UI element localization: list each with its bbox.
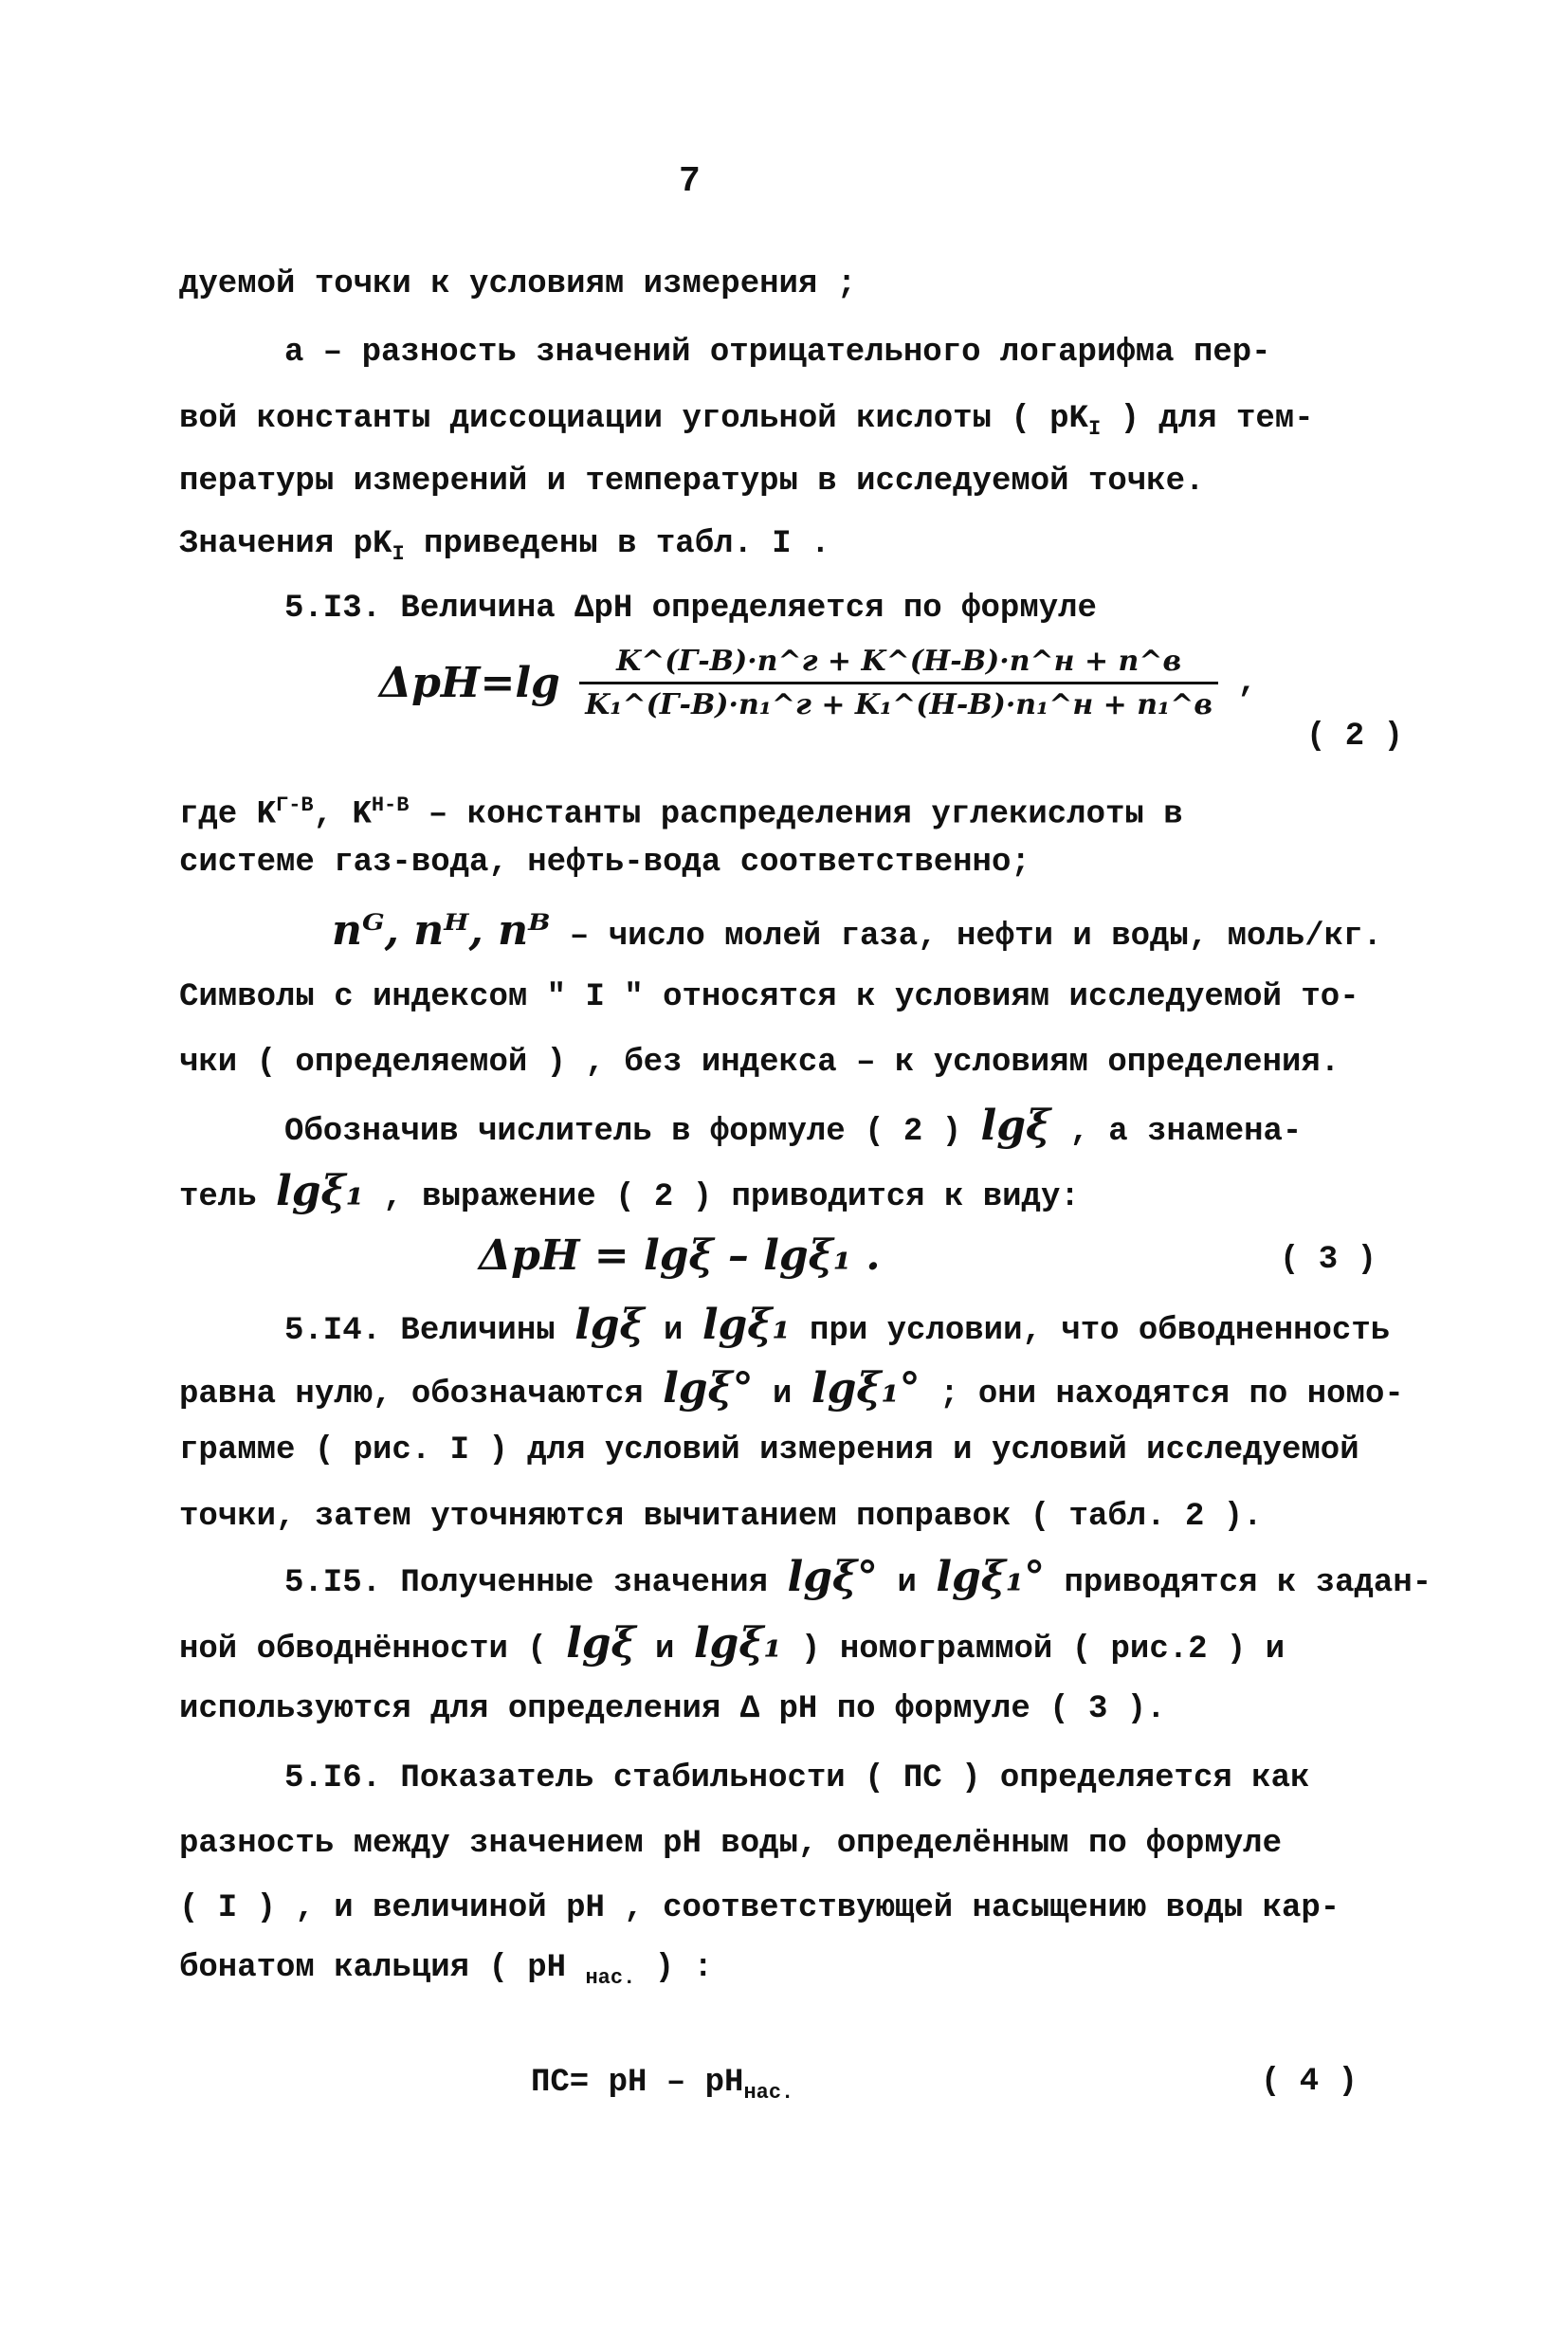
superscript: Г-В	[276, 793, 314, 817]
text: тель	[179, 1179, 277, 1215]
text: ; они находятся по номо-	[920, 1377, 1404, 1413]
text: вой константы диссоциации угольной кислоты ( pK	[179, 401, 1088, 437]
text-line	[179, 1167, 1080, 1216]
text: – число молей газа, нефти и воды, моль/кг.	[550, 919, 1382, 955]
equation-2	[379, 645, 1403, 755]
eq2-denominator: K₁^(Г-В)·n₁^г + K₁^(Н-В)·n₁^н + n₁^в	[585, 688, 1213, 721]
text-line: системе газ-вода, нефть-вода соответственно;	[179, 845, 1030, 881]
equation-4	[531, 2064, 793, 2112]
eq2-fraction	[579, 645, 1218, 721]
subscript: нас.	[743, 2080, 794, 2105]
symbol: lgξ₁	[693, 1619, 782, 1668]
text-line	[179, 1619, 1285, 1668]
text: и	[753, 1377, 811, 1413]
text: приведены в табл. I .	[404, 526, 830, 562]
text: при условии, что обводненность	[790, 1313, 1391, 1349]
text-line: ( I ) , и величиной pH , соответствующей насыщению воды кар-	[179, 1890, 1340, 1926]
text: Обозначив числитель в формуле ( 2 )	[284, 1114, 981, 1150]
symbol: lgξ	[980, 1102, 1051, 1150]
eq2-numerator: K^(Г-В)·n^г + K^(Н-В)·n^н + n^в	[579, 645, 1218, 684]
symbol: lgξ₁°	[811, 1364, 921, 1413]
text: ) номограммой ( рис.2 ) и	[781, 1632, 1285, 1668]
symbol: lgξ°	[787, 1553, 879, 1601]
symbol: lgξ₁	[702, 1301, 791, 1349]
text-line	[284, 1553, 1432, 1602]
text: 5.I5. Полученные значения	[284, 1565, 788, 1601]
text: 5.I4. Величины	[284, 1313, 575, 1349]
subscript: нас.	[585, 1965, 636, 1990]
eq4-expr: ПС= pH – pH	[531, 2065, 744, 2101]
text-line	[284, 1102, 1303, 1151]
text-line	[284, 1301, 1391, 1350]
section-heading-line: 5.I6. Показатель стабильности ( ПС ) определяется как	[284, 1760, 1310, 1796]
subscript: I	[392, 541, 405, 566]
text-line	[179, 525, 830, 574]
subscript: I	[1087, 416, 1102, 441]
text-line	[179, 787, 1183, 833]
text: где K	[179, 796, 277, 833]
symbol: lgξ₁	[276, 1167, 364, 1215]
text: и	[644, 1313, 702, 1349]
text-line: точки, затем уточняются вычитанием поправок ( табл. 2 ).	[179, 1499, 1263, 1535]
page-number: 7	[679, 161, 701, 202]
text-line: используются для определения Δ pH по формуле ( 3 ).	[179, 1691, 1166, 1727]
text: бонатом кальция ( pH	[179, 1950, 586, 1986]
eq2-lhs: ΔpH=lg	[379, 659, 560, 707]
eq4-number: ( 4 )	[1261, 2064, 1358, 2100]
text: , а знамена-	[1050, 1114, 1303, 1150]
eq2-comma: ,	[1237, 665, 1257, 702]
symbol: lgξ₁°	[936, 1553, 1046, 1601]
section-heading-line: 5.I3. Величина ΔpH определяется по формуле	[284, 591, 1097, 627]
text-line: чки ( определяемой ) , без индекса – к условиям определения.	[179, 1045, 1340, 1081]
symbol: lgξ	[566, 1619, 636, 1668]
text-line	[179, 400, 1314, 448]
text-line: дуемой точки к условиям измерения ;	[179, 266, 857, 302]
text-line: пературы измерений и температуры в исследуемой точке.	[179, 464, 1205, 500]
symbol: lgξ	[574, 1301, 645, 1349]
symbol: nᴳ, nᴴ, nᴮ	[332, 906, 551, 955]
text: – константы распределения углекислоты в	[409, 796, 1183, 833]
text: , выражение ( 2 ) приводится к виду:	[363, 1179, 1080, 1215]
text-line	[332, 906, 1382, 956]
text-line: разность между значением pH воды, определённым по формуле	[179, 1826, 1282, 1862]
text: и	[635, 1632, 694, 1668]
text: ) :	[635, 1950, 713, 1986]
text: , K	[313, 796, 372, 833]
text: приводятся к задан-	[1045, 1565, 1432, 1601]
eq3-expr: ΔpH = lgξ – lgξ₁ .	[479, 1231, 881, 1280]
eq3-number: ( 3 )	[1280, 1242, 1377, 1278]
superscript: Н-В	[371, 793, 410, 817]
text: и	[878, 1565, 937, 1601]
eq2-number: ( 2 )	[1305, 719, 1403, 755]
text-line: грамме ( рис. I ) для условий измерения и условий исследуемой	[179, 1432, 1359, 1468]
text: Значения pK	[179, 526, 392, 562]
text-line: Символы с индексом " I " относятся к условиям исследуемой то-	[179, 979, 1359, 1015]
text-line	[179, 1949, 713, 1997]
text: равна нулю, обозначаются	[179, 1377, 664, 1413]
text: ) для тем-	[1101, 401, 1314, 437]
text: ной обводнённости (	[179, 1632, 567, 1668]
equation-3	[479, 1231, 881, 1281]
text-line	[179, 1364, 1404, 1413]
text-line: а – разность значений отрицательного логарифма пер-	[284, 335, 1271, 371]
symbol: lgξ°	[663, 1364, 754, 1413]
